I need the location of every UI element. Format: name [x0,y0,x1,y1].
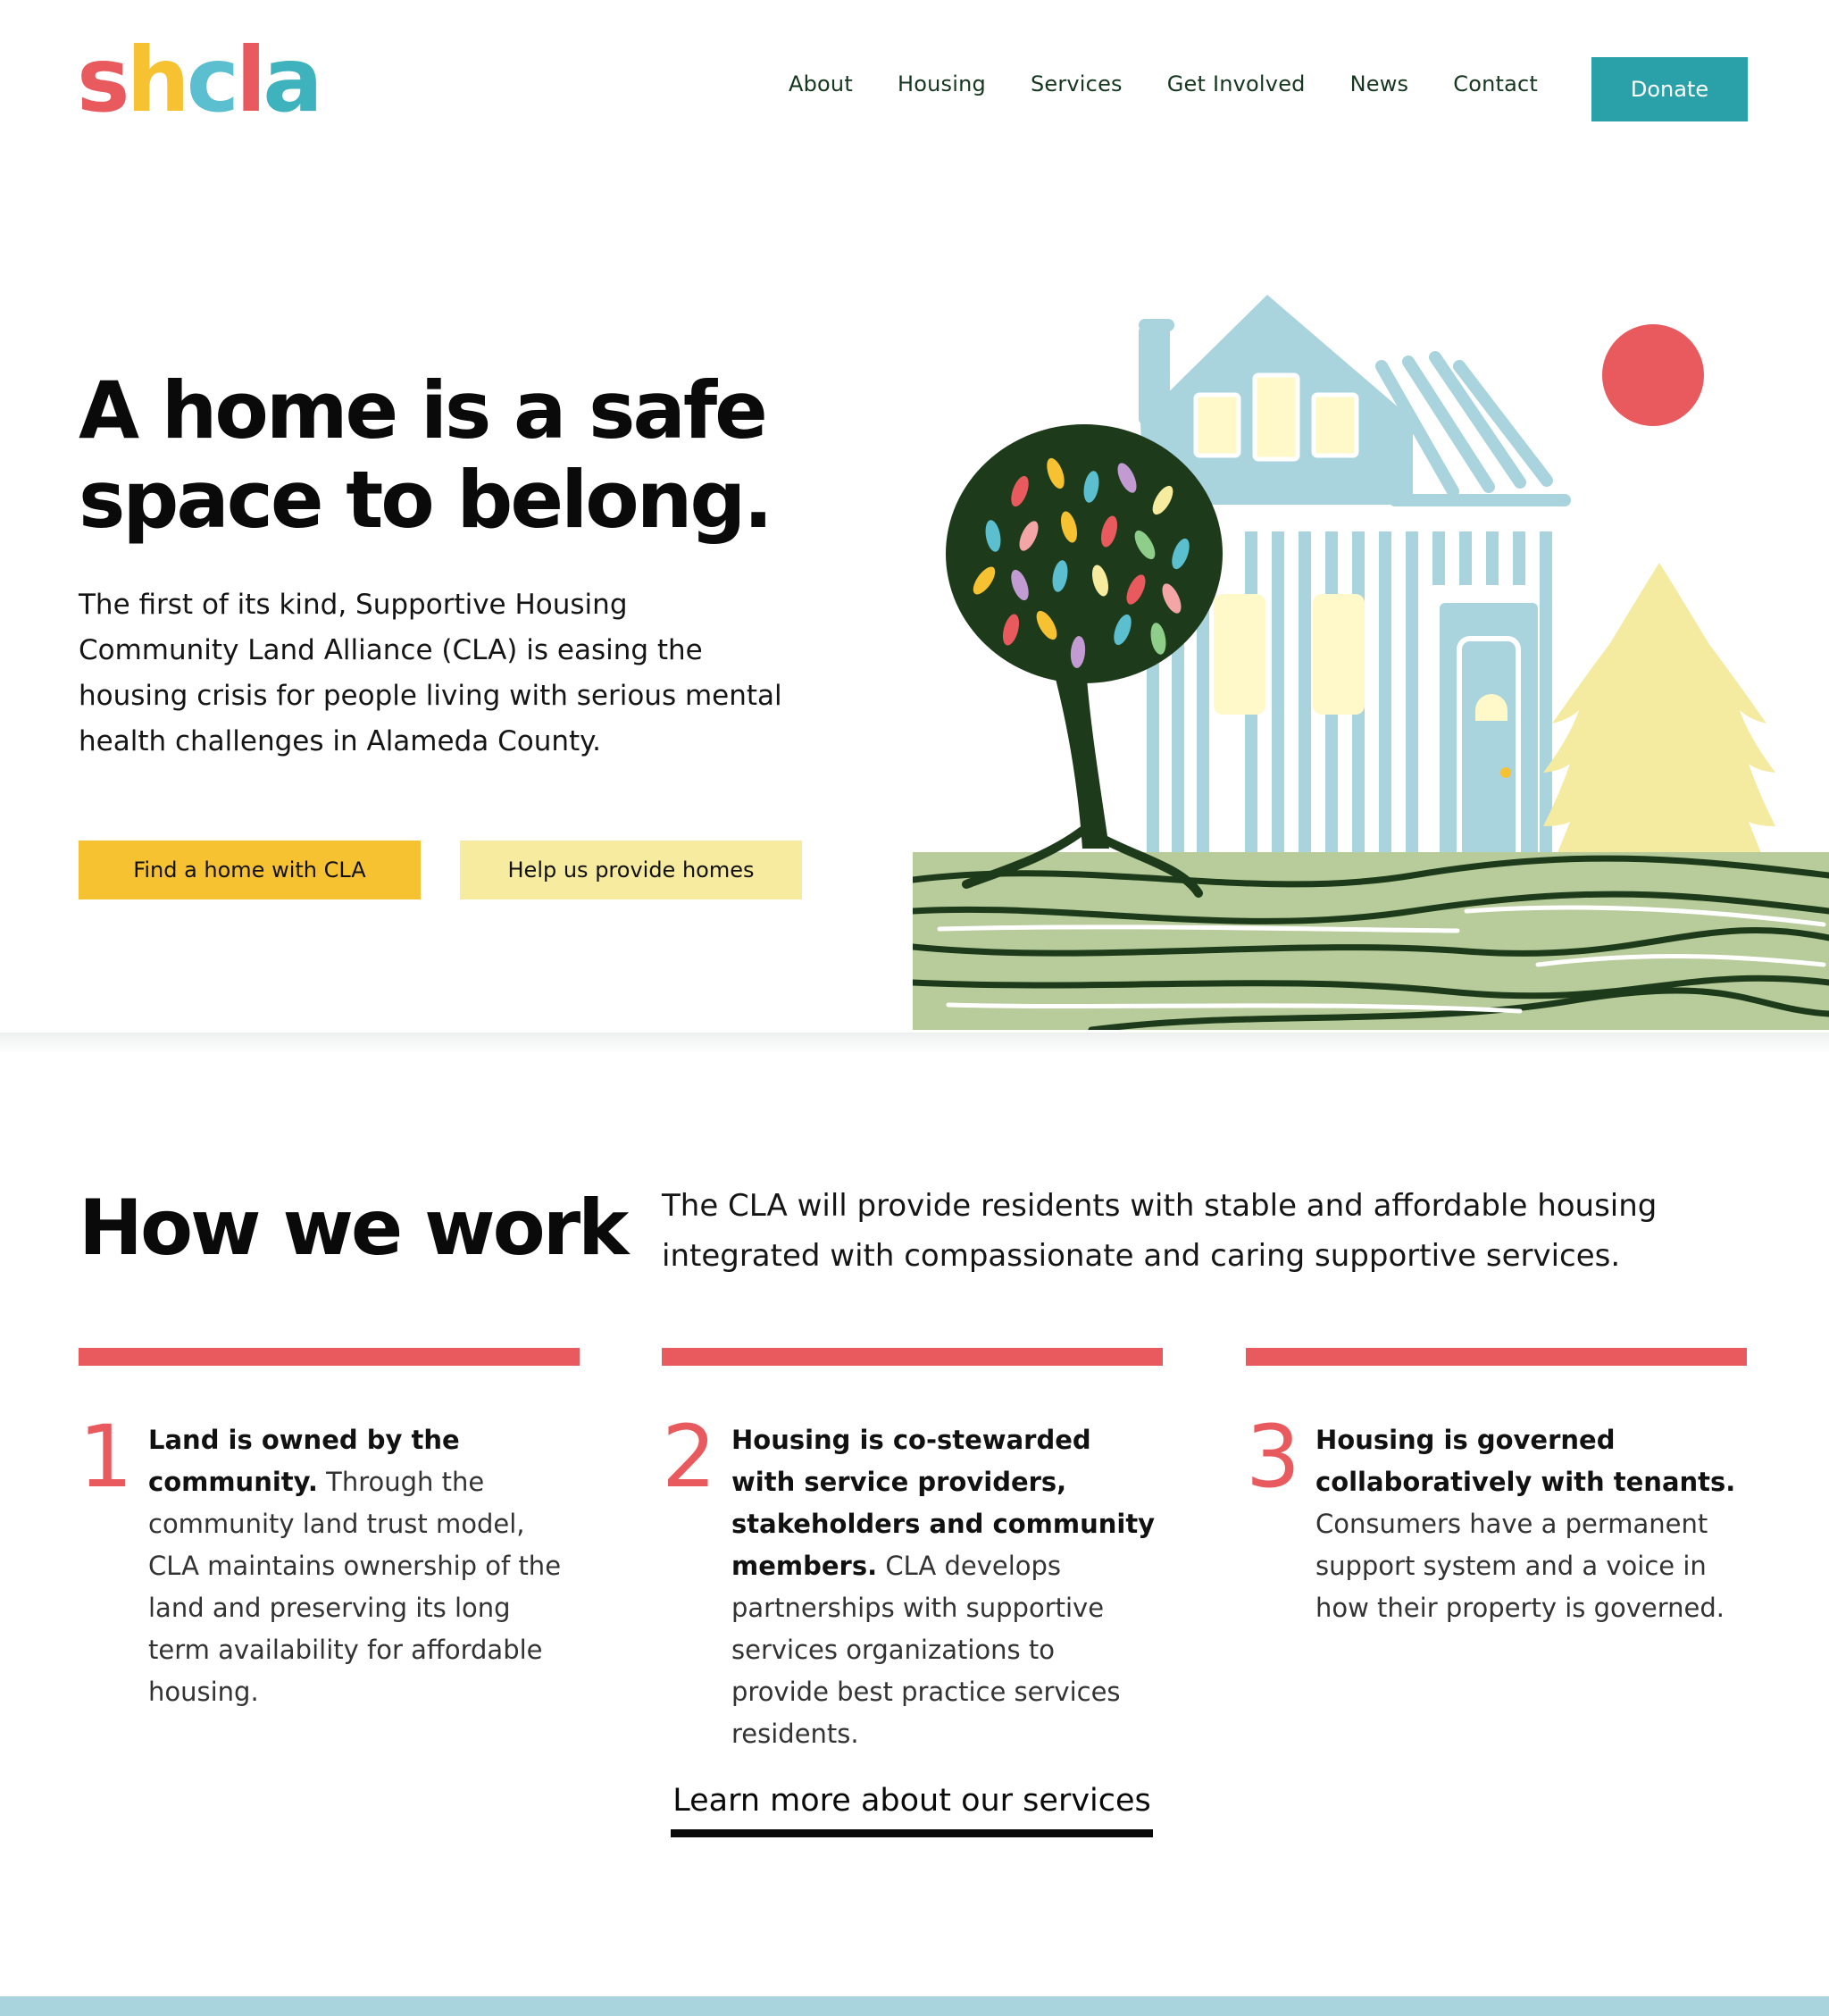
hero-description: The first of its kind, Supportive Housing Community Land Alliance (CLA) is easing the housing crisis for people living with serious mental health challenges in Alameda County. [79,589,782,757]
footer-band [0,1996,1829,2016]
donate-button[interactable]: Donate [1591,57,1748,121]
step-text [731,1419,1160,1755]
step-heading: Land is owned by the community. [148,1425,460,1497]
step-divider-bar [79,1348,580,1366]
learn-more-services-link[interactable]: Learn more about our services [671,1783,1153,1837]
step-divider-bar [1246,1348,1747,1366]
logo-letter: s [77,28,127,132]
nav-services[interactable]: Services [1030,71,1123,96]
step-card-3 [1246,1348,1747,1623]
how-we-work-title: How we work [79,1184,627,1273]
step-description: Through the community land trust model, CLA maintains ownership of the land and preserving its long term availability for affordable housing. [148,1467,562,1707]
help-provide-homes-button[interactable]: Help us provide homes [460,841,802,899]
section-divider [0,1033,1829,1054]
nav-about[interactable]: About [789,71,853,96]
step-number: 1 [79,1407,134,1507]
step-number: 2 [662,1407,717,1507]
logo-letter: h [126,28,187,132]
shcla-logo[interactable] [77,28,320,132]
how-we-work-intro: The CLA will provide residents with stable and affordable housing integrated with compassionate and caring supportive services. [662,1188,1658,1274]
logo-letter: a [263,28,320,132]
step-heading: Housing is governed collaboratively with tenants. [1315,1425,1736,1497]
step-number: 3 [1246,1407,1301,1507]
logo-letter: c [186,28,237,132]
nav-housing[interactable]: Housing [897,71,986,96]
nav-get-involved[interactable]: Get Involved [1166,71,1306,96]
find-home-button[interactable]: Find a home with CLA [79,841,421,899]
step-divider-bar [662,1348,1163,1366]
logo-letter: l [236,28,263,132]
step-description: Consumers have a permanent support system and a voice in how their property is governed. [1315,1509,1725,1623]
hero-title-line: A home is a safe [79,364,765,456]
step-description: CLA develops partnerships with supportive services organizations to provide best practice services residents. [731,1551,1121,1749]
nav-news[interactable]: News [1349,71,1409,96]
step-text [1315,1419,1744,1629]
step-card-2 [662,1348,1163,1749]
step-card-1 [79,1348,580,1707]
hero-section [0,170,1829,1034]
step-text [148,1419,577,1713]
step-heading: Housing is co-stewarded with service providers, stakeholders and community members. [731,1425,1156,1581]
house-tree-illustration [913,286,1829,1030]
hero-title-line: space to belong. [79,454,771,546]
site-header [0,0,1829,170]
nav-contact[interactable]: Contact [1453,71,1539,96]
main-nav [789,71,1583,96]
hero-title [79,366,793,545]
